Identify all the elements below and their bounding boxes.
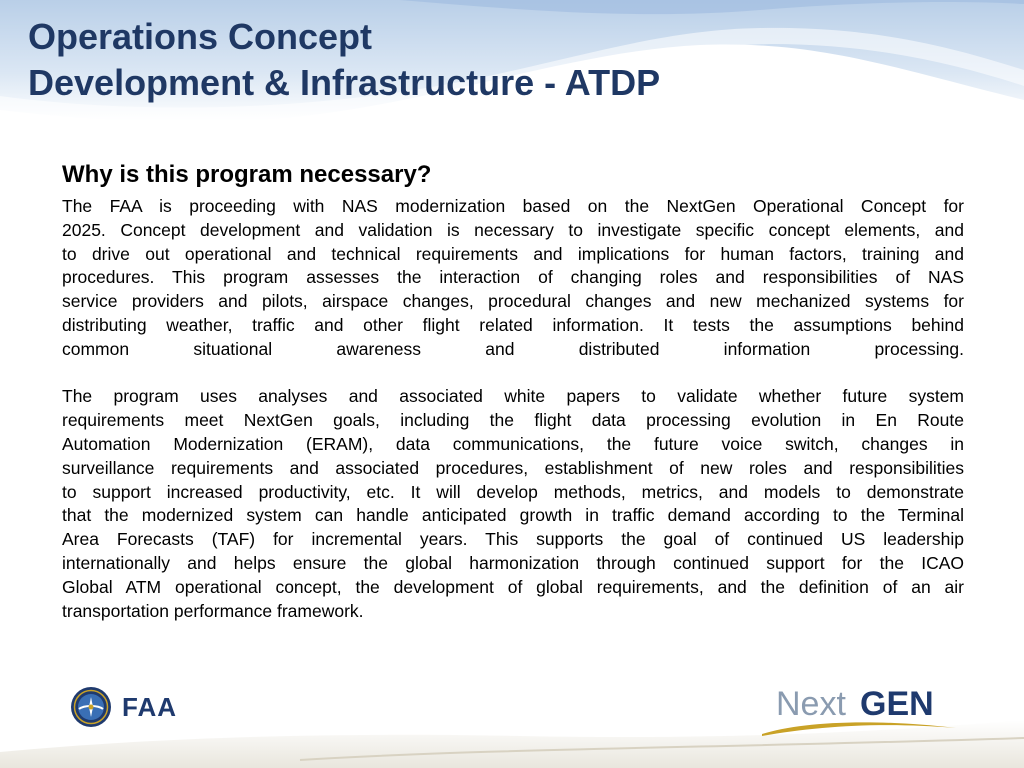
faa-wordmark: FAA bbox=[122, 692, 177, 722]
paragraph-2-line: Automation Modernization (ERAM), data communications, the future voice switch, changes in bbox=[62, 433, 964, 454]
nextgen-word-next: Next bbox=[776, 685, 846, 723]
paragraph-1-line: common situational awareness and distributed information processing. bbox=[62, 338, 964, 359]
section-heading: Why is this program necessary? bbox=[62, 161, 432, 188]
slide-title bbox=[28, 14, 988, 106]
paragraph-1-line: The FAA is proceeding with NAS modernization based on the NextGen Operational Concept for bbox=[62, 196, 964, 216]
paragraph-2-line: transportation performance framework. bbox=[62, 600, 364, 621]
paragraph-spacer bbox=[62, 362, 964, 386]
paragraph-1-line: distributing weather, traffic and other flight related information. It tests the assumptions behind bbox=[62, 314, 964, 335]
paragraph-2-line: to support increased productivity, etc. It will develop methods, metrics, and models to demonstrate bbox=[62, 481, 964, 502]
nextgen-logo bbox=[760, 678, 960, 740]
paragraph-1-line: to drive out operational and technical requirements and implications for human factors, training and bbox=[62, 243, 964, 264]
paragraph-1 bbox=[62, 195, 964, 362]
paragraph-2-line: Area Forecasts (TAF) for incremental years. This supports the goal of continued US leadership bbox=[62, 529, 964, 550]
faa-logo bbox=[70, 686, 200, 730]
paragraph-2 bbox=[62, 385, 964, 623]
paragraph-2-line: that the modernized system can handle anticipated growth in traffic demand according to the Terminal bbox=[62, 505, 964, 526]
paragraph-1-line: 2025. Concept development and validation is necessary to investigate specific concept elements, and bbox=[62, 219, 964, 240]
paragraph-2-line: Global ATM operational concept, the development of global requirements, and the definition of an air bbox=[62, 576, 964, 597]
paragraph-1-line: procedures. This program assesses the interaction of changing roles and responsibilities of NAS bbox=[62, 267, 964, 288]
slide-content bbox=[62, 158, 964, 623]
paragraph-2-line: requirements meet NextGen goals, including the flight data processing evolution in En Route bbox=[62, 410, 964, 431]
paragraph-2-line: The program uses analyses and associated white papers to validate whether future system bbox=[62, 386, 964, 407]
title-line-1: Operations Concept bbox=[28, 16, 373, 57]
paragraph-2-line: internationally and helps ensure the global harmonization through continued support for the ICAO bbox=[62, 552, 964, 573]
paragraph-1-line: service providers and pilots, airspace changes, procedural changes and new mechanized systems for bbox=[62, 291, 964, 312]
nextgen-word-gen: GEN bbox=[860, 685, 934, 723]
title-line-2: Development & Infrastructure - ATDP bbox=[28, 62, 661, 103]
paragraph-2-line: surveillance requirements and associated procedures, establishment of new roles and responsibilities bbox=[62, 457, 964, 478]
faa-seal-icon bbox=[70, 686, 112, 728]
